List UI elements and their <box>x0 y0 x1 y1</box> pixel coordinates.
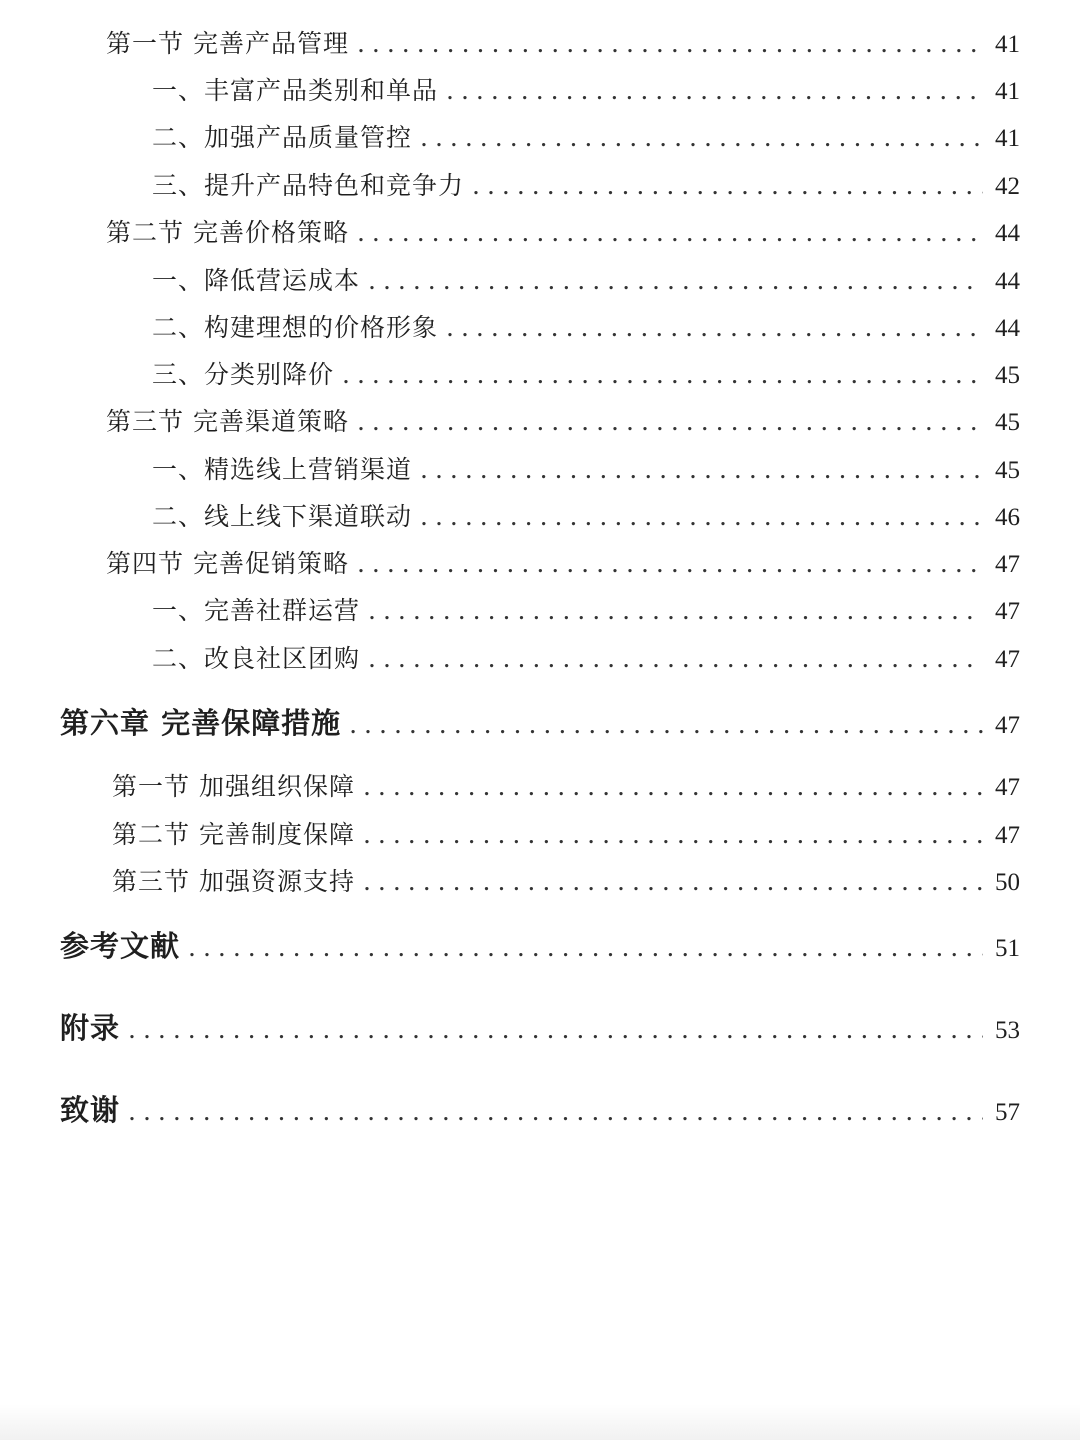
dot-leader <box>360 639 983 679</box>
toc-entry[interactable] <box>152 261 1020 301</box>
toc-entry[interactable] <box>152 450 1020 490</box>
toc-entry[interactable] <box>152 355 1020 395</box>
toc-entry[interactable] <box>152 497 1020 537</box>
toc-entry-page: 53 <box>991 1007 1020 1055</box>
page-bottom-shade <box>0 1404 1080 1440</box>
dot-leader <box>349 402 983 442</box>
toc-entry[interactable] <box>152 591 1020 631</box>
toc-chapter-label: 参考文献 <box>60 929 181 963</box>
toc-chapter-label: 附录 <box>60 1011 121 1045</box>
toc-entry-page: 51 <box>991 925 1020 973</box>
dot-leader <box>412 118 983 158</box>
toc-entry[interactable] <box>106 544 1020 584</box>
dot-leader <box>360 591 983 631</box>
dot-leader <box>412 497 983 537</box>
toc-entry-label: 第三节 完善渠道策略 <box>106 407 349 436</box>
dot-leader <box>360 261 983 301</box>
dot-leader <box>412 450 983 490</box>
dot-leader <box>120 1088 983 1136</box>
toc-entry-page: 46 <box>991 498 1020 538</box>
toc-entry-page: 47 <box>991 702 1020 750</box>
toc-entry-label: 一、完善社群运营 <box>152 596 361 625</box>
toc-entry[interactable] <box>112 767 1020 807</box>
toc-entry-label: 第三节 加强资源支持 <box>112 867 355 896</box>
toc-entry[interactable] <box>152 639 1020 679</box>
toc-entry[interactable] <box>106 402 1020 442</box>
dot-leader <box>438 308 983 348</box>
dot-leader <box>120 1006 983 1054</box>
dot-leader <box>341 701 983 749</box>
toc-entry[interactable] <box>112 815 1020 855</box>
toc-entry[interactable] <box>152 166 1020 206</box>
dot-leader <box>355 862 983 902</box>
toc-entry-label: 二、改良社区团购 <box>152 644 361 673</box>
toc-entry[interactable] <box>112 862 1020 902</box>
toc-entry-label: 二、加强产品质量管控 <box>152 123 413 152</box>
toc-entry-page: 47 <box>991 640 1020 680</box>
toc-chapter-entry[interactable] <box>60 1086 1020 1134</box>
toc-entry-page: 44 <box>991 214 1020 254</box>
toc-entry[interactable] <box>152 308 1020 348</box>
toc-entry[interactable] <box>106 24 1020 64</box>
toc-entry-label: 第二节 完善价格策略 <box>106 218 349 247</box>
toc-entry-label: 二、构建理想的价格形象 <box>152 313 439 342</box>
toc-entry-page: 44 <box>991 309 1020 349</box>
toc-entry-page: 47 <box>991 768 1020 808</box>
dot-leader <box>349 213 983 253</box>
dot-leader <box>180 924 983 972</box>
toc-chapter-entry[interactable] <box>60 699 1020 747</box>
toc-entry[interactable] <box>152 118 1020 158</box>
dot-leader <box>349 24 983 64</box>
toc-chapter-entry[interactable] <box>60 1004 1020 1052</box>
toc-entry-label: 一、降低营运成本 <box>152 266 361 295</box>
dot-leader <box>355 815 983 855</box>
toc-entry-page: 50 <box>991 863 1020 903</box>
toc-entry-label: 第四节 完善促销策略 <box>106 549 349 578</box>
toc-chapter-entry[interactable] <box>60 922 1020 970</box>
toc-entry-page: 47 <box>991 816 1020 856</box>
toc-entry-page: 45 <box>991 403 1020 443</box>
toc-entry-page: 45 <box>991 356 1020 396</box>
toc-entry-page: 41 <box>991 25 1020 65</box>
toc-chapter-label: 致谢 <box>60 1093 121 1127</box>
toc-entry-page: 57 <box>991 1089 1020 1137</box>
toc-entry-label: 三、分类别降价 <box>152 360 335 389</box>
toc-entry-label: 第一节 完善产品管理 <box>106 29 349 58</box>
toc-entry-label: 三、提升产品特色和竞争力 <box>152 171 465 200</box>
toc-entry-page: 45 <box>991 451 1020 491</box>
toc-chapter-label: 第六章 完善保障措施 <box>60 706 342 740</box>
toc-entry-page: 41 <box>991 119 1020 159</box>
dot-leader <box>464 166 983 206</box>
toc-entry-page: 41 <box>991 72 1020 112</box>
toc-entry-page: 42 <box>991 167 1020 207</box>
toc-entry-label: 第一节 加强组织保障 <box>112 772 355 801</box>
toc-entry-label: 一、精选线上营销渠道 <box>152 455 413 484</box>
dot-leader <box>355 767 983 807</box>
toc-entry-label: 二、线上线下渠道联动 <box>152 502 413 531</box>
dot-leader <box>349 544 983 584</box>
toc-entry-label: 第二节 完善制度保障 <box>112 820 355 849</box>
toc-entry-page: 47 <box>991 545 1020 585</box>
dot-leader <box>334 355 983 395</box>
toc-entry-page: 47 <box>991 592 1020 632</box>
toc-entry[interactable] <box>106 213 1020 253</box>
toc-entry[interactable] <box>152 71 1020 111</box>
toc-entry-page: 44 <box>991 262 1020 302</box>
dot-leader <box>438 71 983 111</box>
toc-entry-label: 一、丰富产品类别和单品 <box>152 76 439 105</box>
